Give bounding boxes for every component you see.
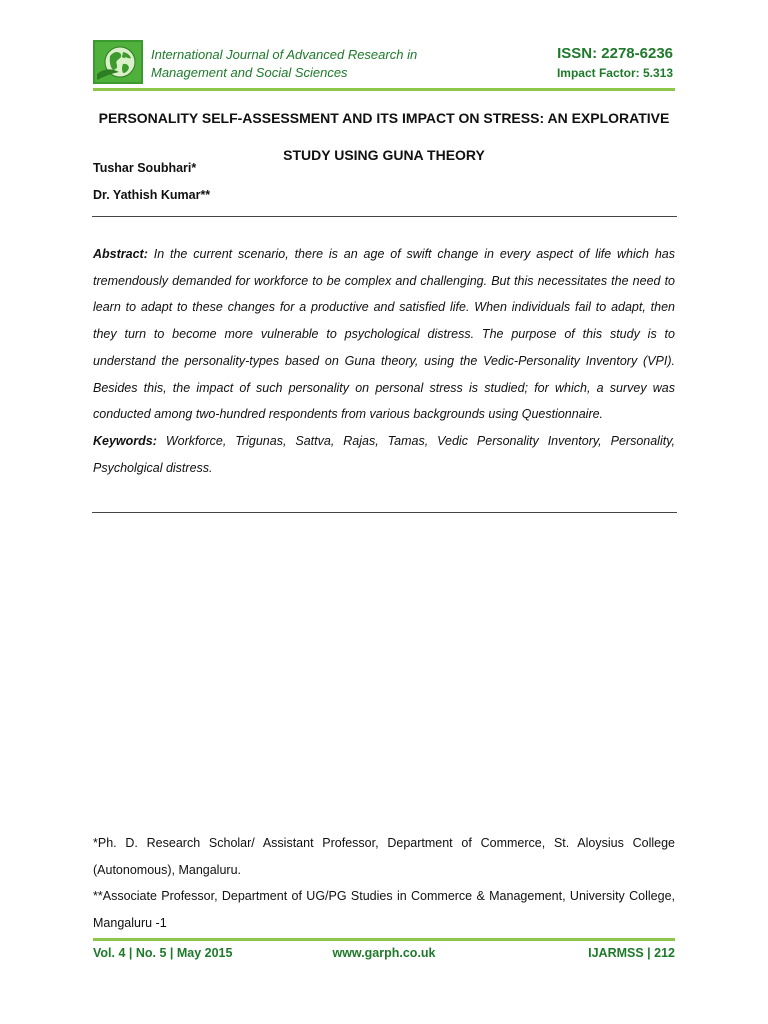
issue-info: Vol. 4 | No. 5 | May 2015 xyxy=(93,946,233,960)
abstract-paragraph xyxy=(93,241,675,428)
footnote-1: *Ph. D. Research Scholar/ Assistant Professor, Department of Commerce, St. Aloysius College (Autonomous), Mangaluru. xyxy=(93,836,675,877)
author-2: Dr. Yathish Kumar** xyxy=(93,188,211,202)
keywords-paragraph xyxy=(93,428,675,481)
abstract-divider xyxy=(92,512,677,513)
abstract-text: In the current scenario, there is an age of swift change in every aspect of life which has tremendously demanded for workforce to be complex and challenging. But this necessitates the need to learn to adapt to these changes for a productive and satisfied life. When individuals fail to adapt, then they turn to become more vulnerable to psychological distress. The purpose of this study is to understand the personality-types based on Guna theory, using the Vedic-Personality Inventory (VPI). Besides this, the impact of such personality on personal stress is studied; for which, a survey was conducted among two-hundred respondents from various backgrounds using Questionnaire. xyxy=(93,247,675,422)
abstract-block xyxy=(93,241,675,481)
keywords-label: Keywords: xyxy=(93,433,157,448)
journal-logo-globe-icon xyxy=(93,40,143,84)
journal-name xyxy=(151,46,481,82)
footnotes xyxy=(93,830,675,937)
keywords-text: Workforce, Trigunas, Sattva, Rajas, Tamas, Vedic Personality Inventory, Personality, Psycholgical distress. xyxy=(93,433,675,475)
abstract-label: Abstract: xyxy=(93,247,148,261)
issn-number: ISSN: 2278-6236 xyxy=(557,45,673,62)
footer-divider xyxy=(93,938,675,941)
page-number: IJARMSS | 212 xyxy=(588,946,675,960)
page-footer xyxy=(93,946,675,966)
header-divider xyxy=(93,88,675,91)
website-link[interactable]: www.garph.co.uk xyxy=(332,946,436,960)
paper-title: PERSONALITY SELF-ASSESSMENT AND ITS IMPACT ON STRESS: AN EXPLORATIVE STUDY USING GUNA THEORY xyxy=(98,110,670,163)
authors-divider xyxy=(92,216,677,217)
footnote-2: **Associate Professor, Department of UG/PG Studies in Commerce & Management, University College, Mangaluru -1 xyxy=(93,889,675,931)
author-1: Tushar Soubhari* xyxy=(93,161,197,175)
impact-factor: Impact Factor: 5.313 xyxy=(556,66,673,80)
journal-name-line1: International Journal of Advanced Research in xyxy=(151,47,418,62)
journal-identifiers xyxy=(557,44,673,82)
journal-name-line2: Management and Social Sciences xyxy=(151,65,348,80)
